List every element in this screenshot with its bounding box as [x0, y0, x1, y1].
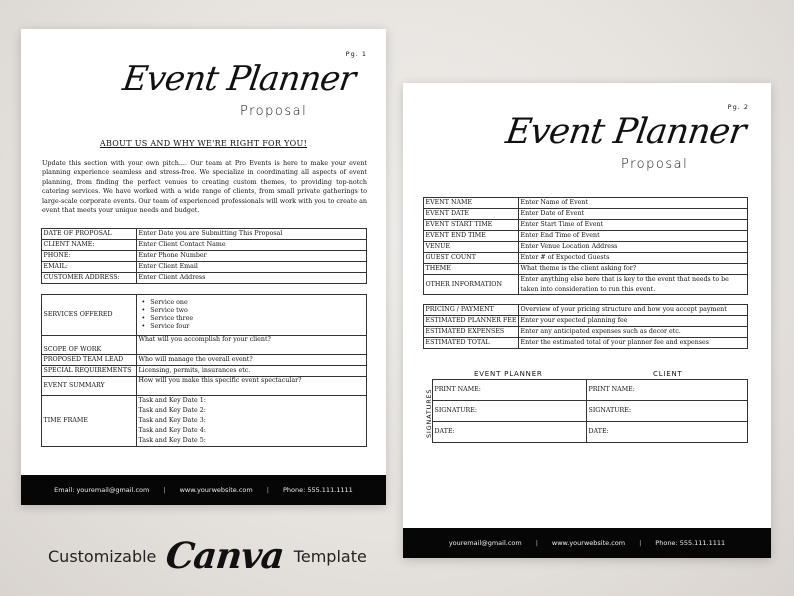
services-table — [41, 294, 367, 447]
row-label: EVENT NAME — [424, 198, 519, 209]
signatures-vertical-label: SIGNATURES — [425, 388, 433, 438]
client-info-table — [41, 228, 367, 284]
page-number: Pg. 1 — [345, 50, 367, 58]
row-value: Enter Phone Number — [137, 251, 367, 262]
table-row — [42, 377, 367, 396]
page-footer — [403, 528, 771, 558]
table-row — [42, 355, 367, 366]
footer-website: www.yourwebsite.com — [551, 539, 626, 547]
services-list — [139, 299, 365, 331]
caption-left: Customizable — [48, 546, 157, 566]
row-label: CLIENT NAME: — [42, 240, 137, 251]
intro-paragraph: Update this section with your own pitch.... Our team at Pro Events is here to make your event planning experience seamless and stress-free. We specialize in coordinating all aspects of event planning, from finding the perfect venues to creating custom themes, to providing top-notch catering services. We have worked with a wide range of clients, from small private gatherings to large-scale corporate events. Our team of experienced professionals will work with you to create an event that meets your unique needs and budget. — [42, 159, 367, 215]
services-list-cell — [137, 295, 367, 336]
title-sub: Proposal — [240, 104, 308, 119]
client-print-name: PRINT NAME: — [587, 380, 748, 401]
footer-separator: | — [266, 486, 269, 494]
row-value: Enter # of Expected Guests — [519, 253, 748, 264]
row-label: VENUE — [424, 242, 519, 253]
list-item: Task and Key Date 1: — [138, 397, 206, 404]
row-value: Enter Client Contact Name — [137, 240, 367, 251]
section-title: ABOUT US AND WHY WE'RE RIGHT FOR YOU! — [99, 139, 308, 148]
footer-separator: | — [163, 486, 166, 494]
footer-phone: Phone: 555.111.1111 — [655, 539, 726, 547]
table-row — [424, 275, 748, 295]
row-label: SCOPE OF WORK — [42, 336, 137, 355]
pricing-table — [423, 304, 748, 349]
row-label: ESTIMATED EXPENSES — [424, 327, 519, 338]
table-row — [433, 422, 748, 443]
row-value: Enter Client Email — [137, 262, 367, 273]
table-row — [42, 229, 367, 240]
planner-date: DATE: — [433, 422, 587, 443]
row-label: TIME FRAME — [42, 396, 137, 447]
table-row — [424, 253, 748, 264]
planner-signature: SIGNATURE: — [433, 401, 587, 422]
page-number: Pg. 2 — [727, 103, 749, 111]
row-value: Enter Client Address — [137, 273, 367, 284]
table-row — [42, 240, 367, 251]
title-sub: Proposal — [621, 157, 689, 172]
row-label: GUEST COUNT — [424, 253, 519, 264]
row-value: What theme is the client asking for? — [519, 264, 748, 275]
list-item: • Service four — [139, 323, 365, 331]
client-date: DATE: — [587, 422, 748, 443]
title-script: Event Planner — [503, 112, 748, 152]
title-script: Event Planner — [120, 59, 358, 99]
table-row — [42, 273, 367, 284]
table-row — [42, 251, 367, 262]
row-label: OTHER INFORMATION — [424, 275, 519, 295]
row-value: Enter your expected planning fee — [519, 316, 748, 327]
list-item: Task and Key Date 2: — [138, 407, 206, 414]
page-footer — [21, 475, 386, 505]
footer-separator: | — [639, 539, 642, 547]
table-row — [424, 316, 748, 327]
table-row — [433, 401, 748, 422]
row-value: Enter Date of Event — [519, 209, 748, 220]
row-value: Who will manage the overall event? — [137, 355, 367, 366]
row-value: Enter Venue Location Address — [519, 242, 748, 253]
row-value: What will you accomplish for your client? — [137, 336, 367, 355]
row-label: ESTIMATED TOTAL — [424, 338, 519, 349]
proposal-page-1 — [21, 29, 386, 505]
client-signature: SIGNATURE: — [587, 401, 748, 422]
table-row — [433, 380, 748, 401]
canva-logo: Canva — [164, 535, 287, 577]
event-planner-header: EVENT PLANNER — [474, 370, 543, 378]
row-value: Enter Start Time of Event — [519, 220, 748, 231]
row-label: EVENT SUMMARY — [42, 377, 137, 396]
row-label: DATE OF PROPOSAL — [42, 229, 137, 240]
table-row — [424, 209, 748, 220]
row-label: EVENT START TIME — [424, 220, 519, 231]
row-label: SERVICES OFFERED — [42, 295, 137, 336]
row-label: EMAIL: — [42, 262, 137, 273]
row-value: Overview of your pricing structure and how you accept payment — [519, 305, 748, 316]
footer-separator: | — [535, 539, 538, 547]
row-label: SPECIAL REQUIREMENTS — [42, 366, 137, 377]
table-row — [424, 242, 748, 253]
table-row — [42, 396, 367, 447]
footer-email: Email: youremail@gmail.com — [54, 486, 150, 494]
footer-website: www.yourwebsite.com — [179, 486, 253, 494]
table-row — [424, 264, 748, 275]
row-value: Enter Date you are Submitting This Proposal — [137, 229, 367, 240]
table-row — [42, 262, 367, 273]
list-item: • Service three — [139, 315, 365, 323]
footer-email: youremail@gmail.com — [448, 539, 522, 547]
planner-print-name: PRINT NAME: — [433, 380, 587, 401]
list-item: Task and Key Date 3: — [138, 417, 206, 424]
table-row — [424, 327, 748, 338]
row-label: ESTIMATED PLANNER FEE — [424, 316, 519, 327]
table-row — [424, 305, 748, 316]
row-label: CUSTOMER ADDRESS: — [42, 273, 137, 284]
list-item: • Service two — [139, 307, 365, 315]
row-label: PHONE: — [42, 251, 137, 262]
client-header: CLIENT — [653, 370, 683, 378]
row-value: Enter anything else here that is key to the event that needs to be taken into consideration to run this event. — [519, 275, 748, 295]
caption-right: Template — [293, 546, 367, 566]
row-value: Enter any anticipated expenses such as decor etc. — [519, 327, 748, 338]
caption — [48, 535, 367, 577]
table-row — [424, 338, 748, 349]
row-label: PROPOSED TEAM LEAD — [42, 355, 137, 366]
proposal-page-2 — [403, 83, 771, 558]
list-item: Task and Key Date 4: — [138, 427, 206, 434]
row-value: Enter End Time of Event — [519, 231, 748, 242]
table-row — [424, 220, 748, 231]
table-row — [42, 295, 367, 336]
table-row — [42, 336, 367, 355]
signatures-table — [432, 379, 748, 443]
table-row — [424, 198, 748, 209]
row-label: EVENT DATE — [424, 209, 519, 220]
row-label: THEME — [424, 264, 519, 275]
event-details-table — [423, 197, 748, 295]
table-row — [424, 231, 748, 242]
list-item: Task and Key Date 5: — [138, 437, 206, 444]
list-item: • Service one — [139, 299, 365, 307]
row-value: Enter Name of Event — [519, 198, 748, 209]
footer-phone: Phone: 555.111.1111 — [282, 486, 353, 494]
row-value: Enter the estimated total of your planner fee and expenses — [519, 338, 748, 349]
row-label: PRICING / PAYMENT — [424, 305, 519, 316]
row-label: EVENT END TIME — [424, 231, 519, 242]
row-value: Licensing, permits, insurances etc. — [137, 366, 367, 377]
table-row — [42, 366, 367, 377]
row-value: How will you make this specific event spectacular? — [137, 377, 367, 396]
timeframe-cell — [137, 396, 367, 447]
